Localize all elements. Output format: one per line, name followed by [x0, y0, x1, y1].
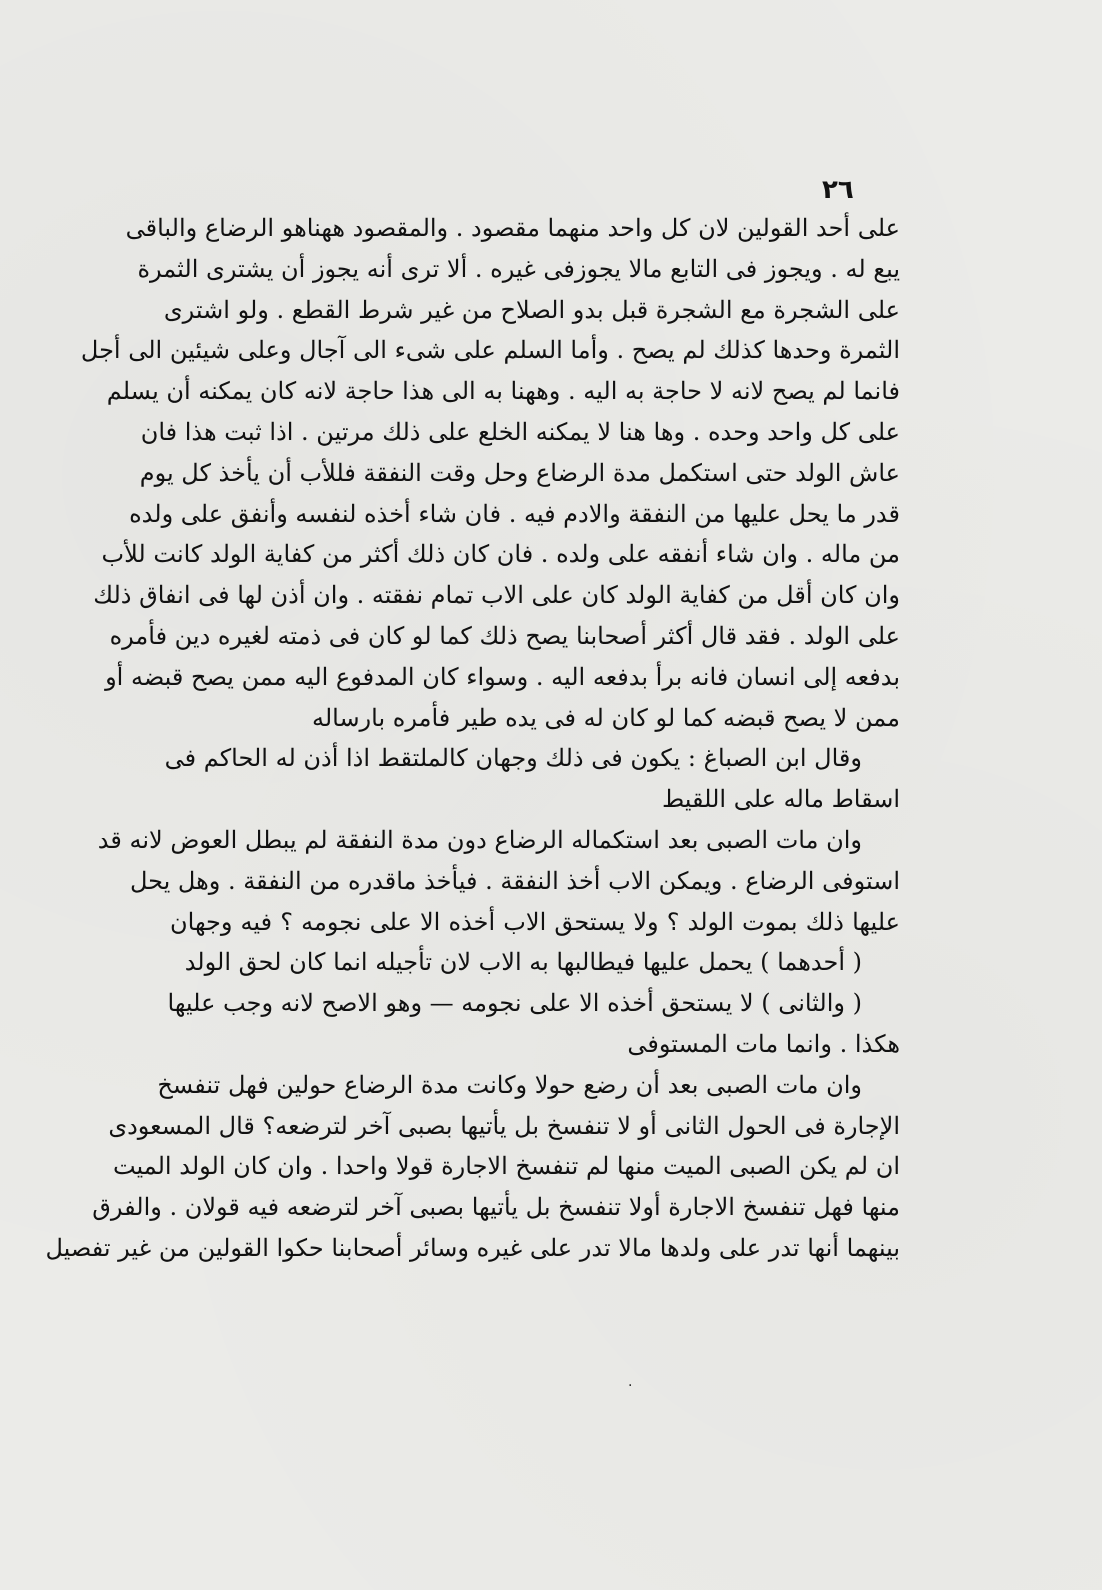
text-line: الثمرة وحدها كذلك لم يصح . وأما السلم على شىء الى آجال وعلى شيئين الى أجل	[80, 336, 900, 365]
text-line: هكذا . وانما مات المستوفى	[627, 1029, 900, 1058]
text-line: اسقاط ماله على اللقيط	[661, 785, 900, 814]
text-line: من ماله . وان شاء أنفقه على ولده . فان كان ذلك أكثر من كفاية الولد كانت للأب	[101, 540, 900, 569]
text-line: على الولد . فقد قال أكثر أصحابنا يصح ذلك كما لو كان فى ذمته لغيره دين فأمره	[109, 621, 900, 650]
text-line: وان مات الصبى بعد أن رضع حولا وكانت مدة الرضاع حولين فهل تنفسخ	[157, 1070, 862, 1099]
text-line: ممن لا يصح قبضه كما لو كان له فى يده طير فأمره بارساله	[311, 703, 900, 732]
text-line: فانما لم يصح لانه لا حاجة به اليه . وههنا به الى هذا حاجة لانه كان يمكنه أن يسلم	[106, 377, 900, 406]
text-line: على كل واحد وحده . وها هنا لا يمكنه الخلع على ذلك مرتين . اذا ثبت هذا فان	[140, 417, 900, 446]
text-line: بدفعه إلى انسان فانه برأ بدفعه اليه . وسواء كان المدفوع اليه ممن يصح قبضه أو	[105, 662, 900, 691]
text-line: استوفى الرضاع . ويمكن الاب أخذ النفقة . فيأخذ ماقدره من النفقة . وهل يحل	[129, 866, 900, 895]
text-line: على أحد القولين لان كل واحد منهما مقصود . والمقصود ههناهو الرضاع والباقى	[125, 214, 900, 242]
text-line: ( أحدهما ) يحمل عليها فيطالبها به الاب لان تأجيله انما كان لحق الولد	[184, 948, 862, 977]
arabic-text-body	[45, 208, 900, 1269]
text-line: منها فهل تنفسخ الاجارة أولا تنفسخ بل يأتيها بصبى آخر لترضعه فيه قولان . والفرق	[92, 1193, 900, 1222]
page-dot-mark: ·	[628, 1378, 633, 1394]
text-line: يبع له . ويجوز فى التابع مالا يجوزفى غيره . ألا ترى أنه يجوز أن يشترى الثمرة	[137, 254, 900, 283]
text-line: عاش الولد حتى استكمل مدة الرضاع وحل وقت النفقة فللأب أن يأخذ كل يوم	[139, 458, 900, 487]
text-line: قدر ما يحل عليها من النفقة والادم فيه . فان شاء أخذه لنفسه وأنفق على ولده	[129, 499, 900, 528]
text-line: وان مات الصبى بعد استكماله الرضاع دون مدة النفقة لم يبطل العوض لانه قد	[97, 825, 862, 854]
text-line: ان لم يكن الصبى الميت منها لم تنفسخ الاجارة قولا واحدا . وان كان الولد الميت	[112, 1152, 900, 1181]
text-line: على الشجرة مع الشجرة قبل بدو الصلاح من غير شرط القطع . ولو اشترى	[163, 295, 900, 324]
text-line: بينهما أنها تدر على ولدها مالا تدر على غيره وسائر أصحابنا حكوا القولين من غير تفصيل	[45, 1233, 900, 1262]
text-line: وان كان أقل من كفاية الولد كان على الاب تمام نفقته . وان أذن لها فى انفاق ذلك	[93, 581, 900, 610]
text-line: وقال ابن الصباغ : يكون فى ذلك وجهان كالملتقط اذا أذن له الحاكم فى	[164, 744, 862, 773]
text-line: عليها ذلك بموت الولد ؟ ولا يستحق الاب أخذه الا على نجومه ؟ فيه وجهان	[170, 907, 900, 936]
text-line: الإجارة فى الحول الثانى أو لا تنفسخ بل يأتيها بصبى آخر لترضعه؟ قال المسعودى	[108, 1111, 900, 1140]
page-number: ٢٦	[822, 175, 854, 205]
text-line: ( والثانى ) لا يستحق أخذه الا على نجومه — وهو الاصح لانه وجب عليها	[167, 989, 862, 1018]
